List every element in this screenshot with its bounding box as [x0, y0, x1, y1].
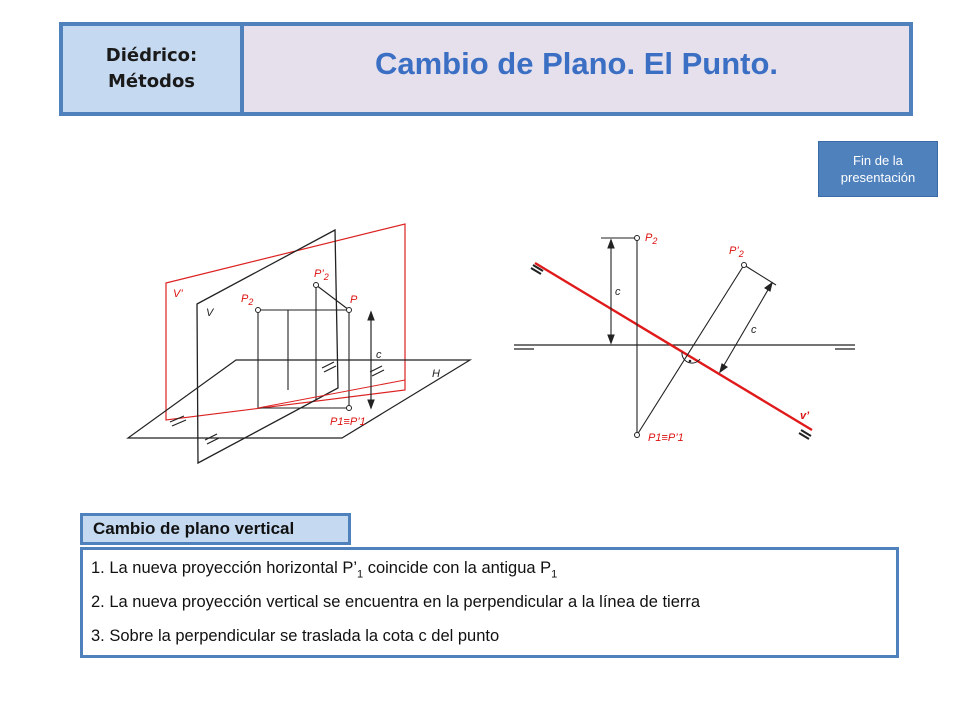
label-v-new: V’ — [173, 288, 183, 300]
label-p: P — [350, 294, 358, 306]
plane-h — [128, 360, 470, 438]
end-button-line1: Fin de la — [853, 153, 903, 168]
label-h: H — [432, 368, 440, 380]
label-2d-p1-eq: P1≡P’1 — [648, 432, 684, 444]
label-p2-new: $P’_2$ — [314, 268, 329, 282]
step-2: 2. La nueva proyección vertical se encuentra en la perpendicular a la línea de tierra — [91, 593, 701, 611]
label-2d-v-new: v’ — [800, 410, 810, 422]
page-title: Cambio de Plano. El Punto. — [374, 46, 779, 81]
points-2d — [635, 236, 747, 438]
label-v: V — [206, 307, 214, 319]
label-2d-p2-new: $P’_2$ — [729, 245, 744, 259]
point-p — [347, 308, 352, 313]
dihedral-diagram — [514, 232, 855, 444]
label-p2: $P_2$ — [241, 293, 254, 307]
point-2d-p2-new — [742, 263, 747, 268]
steps-panel — [80, 547, 899, 658]
point-p1 — [347, 406, 352, 411]
point-2d-p1 — [635, 433, 640, 438]
step-3: 3. Sobre la perpendicular se traslada la cota c del punto — [91, 627, 500, 645]
label-p1-eq: P1≡P’1 — [330, 416, 366, 428]
point-p2-new — [314, 283, 319, 288]
section-label-line2: Métodos — [107, 71, 196, 92]
plane-v-new — [166, 224, 405, 420]
label-2d-c-right: c — [751, 324, 757, 336]
step-1: 1. La nueva proyección horizontal $P’_1$ coincide con la antigua $P_1$ — [91, 559, 558, 581]
panel-title: Cambio de plano vertical — [80, 513, 351, 545]
section-label-line1: Diédrico: — [105, 45, 198, 66]
label-2d-c-left: c — [615, 286, 621, 298]
label-c: c — [376, 349, 382, 361]
point-2d-p2 — [635, 236, 640, 241]
perspective-diagram — [128, 224, 470, 463]
plane-v — [197, 230, 338, 463]
label-2d-p2: $P_2$ — [645, 232, 658, 246]
point-p2 — [256, 308, 261, 313]
end-button-line2: presentación — [840, 170, 916, 185]
